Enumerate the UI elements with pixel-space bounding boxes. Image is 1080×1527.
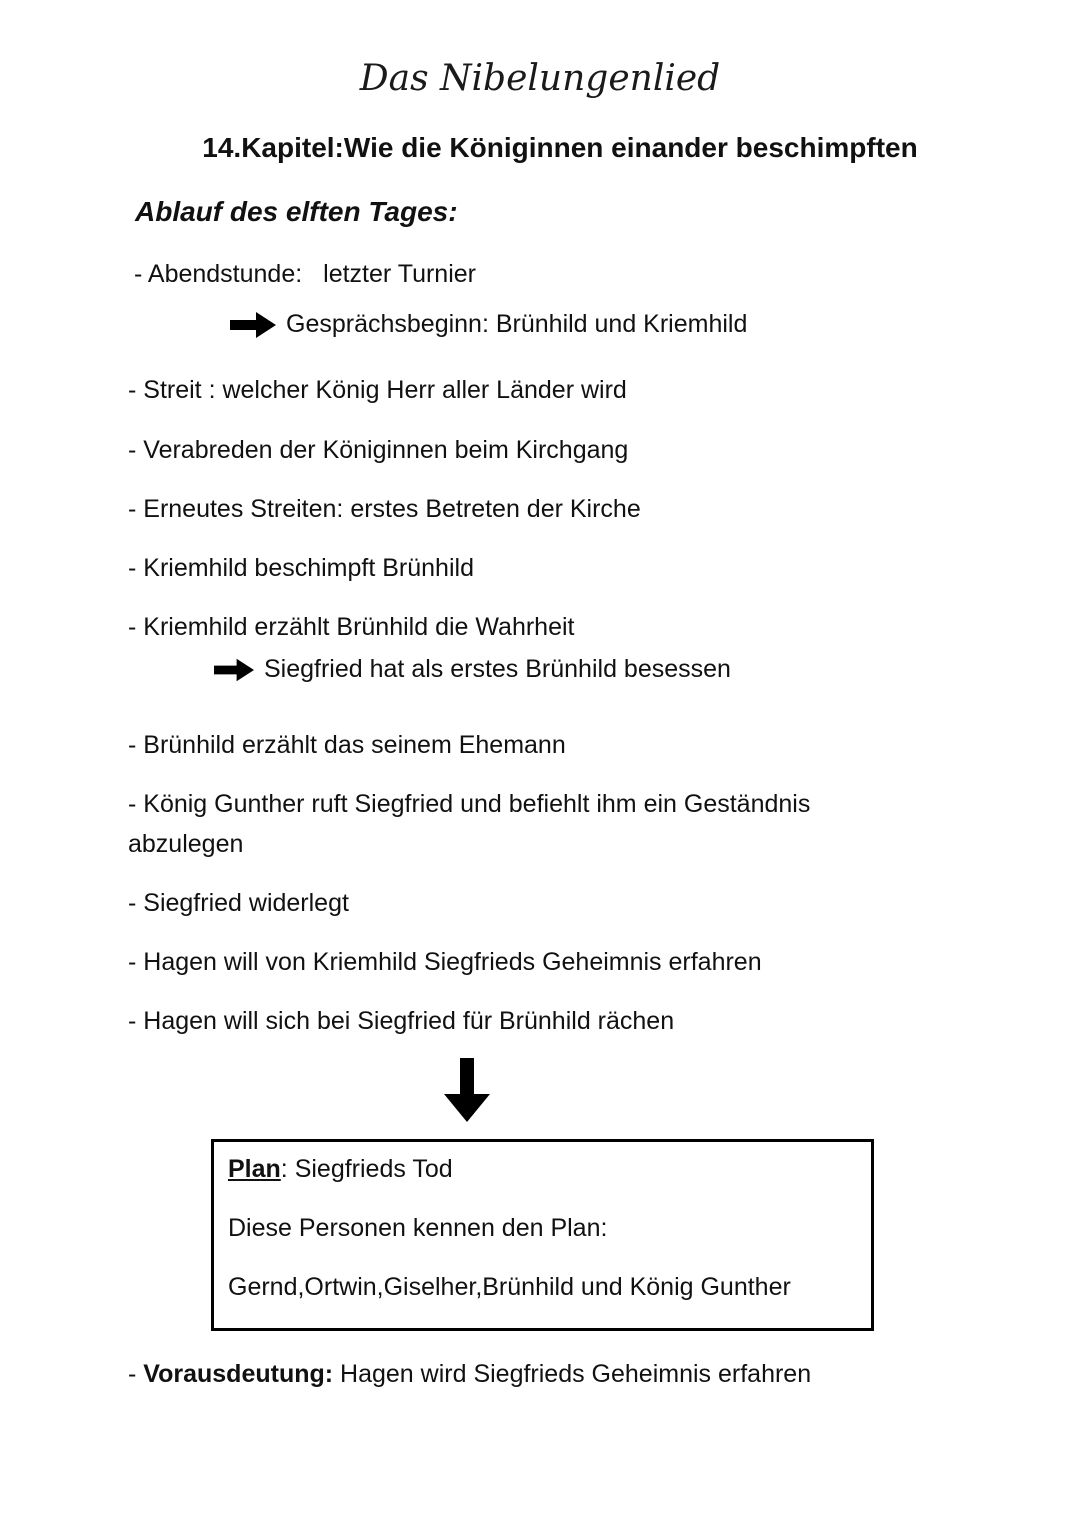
plan-label: Plan	[228, 1155, 281, 1183]
list-item: - Kriemhild beschimpft Brünhild	[128, 554, 474, 582]
abendstunde-row	[134, 260, 476, 289]
foreshadowing-row	[128, 1360, 811, 1389]
plan-box	[211, 1139, 874, 1331]
abendstunde-value: letzter Turnier	[323, 260, 476, 288]
arrow-text-2: Siegfried hat als erstes Brünhild besessen	[264, 655, 731, 683]
arrow-down-icon	[442, 1058, 492, 1124]
script-title: Das Nibelungenlied	[359, 58, 721, 99]
plan-line-3: Gernd,Ortwin,Giselher,Brünhild und König Gunther	[228, 1273, 791, 1301]
arrow-row-2	[214, 655, 731, 684]
arrow-right-icon	[214, 657, 254, 683]
arrow-row-1	[230, 310, 747, 339]
list-item: - König Gunther ruft Siegfried und befiehlt ihm ein Geständnis	[128, 790, 811, 818]
abendstunde-label: - Abendstunde:	[134, 260, 303, 288]
list-item: - Brünhild erzählt das seinem Ehemann	[128, 731, 566, 759]
chapter-title: 14.Kapitel:Wie die Königinnen einander beschimpften	[202, 132, 918, 163]
foreshadowing-label: Vorausdeutung:	[143, 1360, 334, 1388]
plan-value: : Siegfrieds Tod	[280, 1155, 453, 1183]
foreshadowing-text: Hagen wird Siegfrieds Geheimnis erfahren	[333, 1360, 812, 1388]
list-item: - Verabreden der Königinnen beim Kirchgang	[128, 436, 629, 464]
section-title: Ablauf des elften Tages:	[135, 196, 458, 227]
arrow-text-1: Gesprächsbeginn: Brünhild und Kriemhild	[286, 310, 748, 338]
list-item-continuation: abzulegen	[128, 830, 244, 858]
arrow-right-icon	[230, 312, 276, 338]
list-item: - Hagen will sich bei Siegfried für Brünhild rächen	[128, 1007, 675, 1035]
list-item: - Hagen will von Kriemhild Siegfrieds Geheimnis erfahren	[128, 948, 762, 976]
foreshadowing-dash: -	[128, 1360, 144, 1388]
list-item: - Kriemhild erzählt Brünhild die Wahrheit	[128, 613, 575, 641]
list-item: - Siegfried widerlegt	[128, 889, 349, 917]
list-item: - Streit : welcher König Herr aller Länder wird	[128, 376, 627, 404]
plan-title-row	[228, 1155, 453, 1184]
plan-line-2: Diese Personen kennen den Plan:	[228, 1214, 608, 1242]
list-item: - Erneutes Streiten: erstes Betreten der Kirche	[128, 495, 641, 523]
